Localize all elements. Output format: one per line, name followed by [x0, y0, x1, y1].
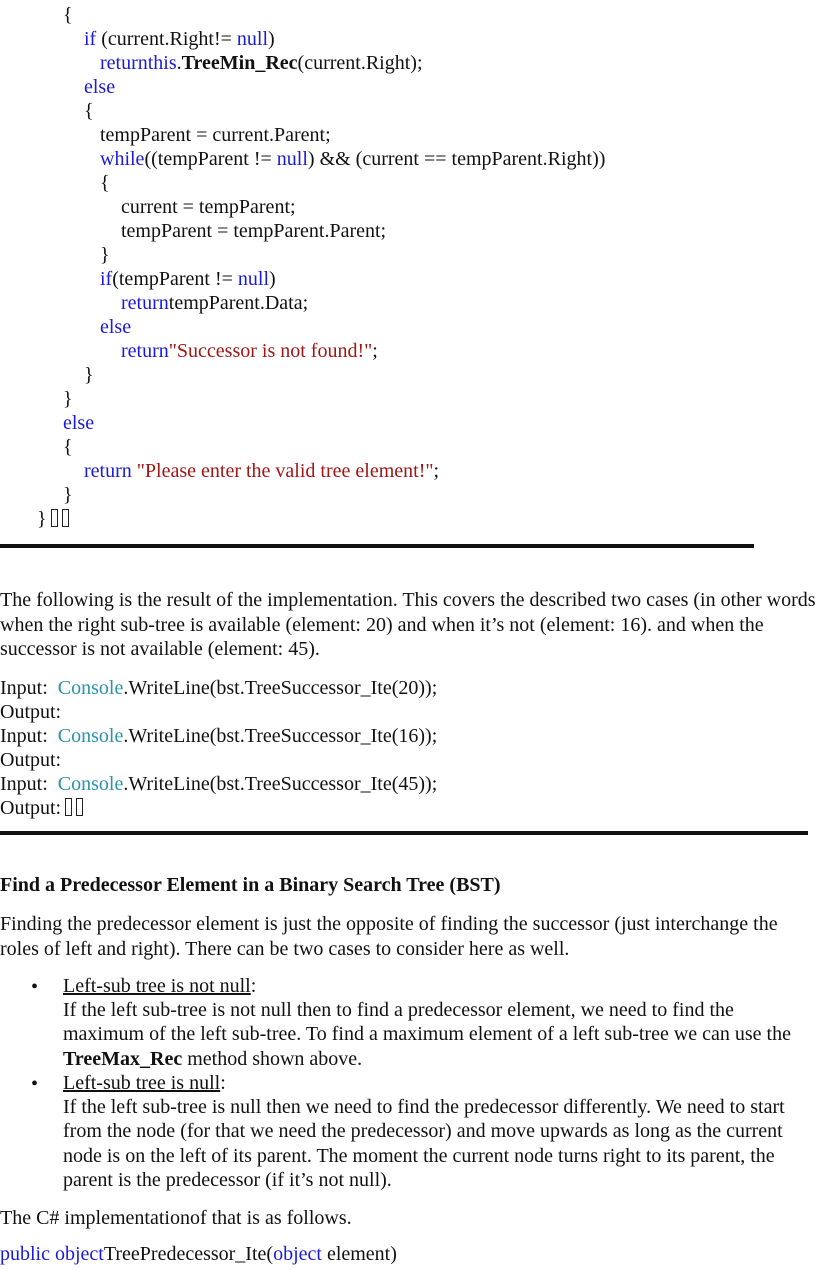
code-line: [121, 339, 378, 363]
code-token: null: [237, 268, 270, 290]
bullet-title-1: Left-sub tree is not null: [63, 975, 251, 997]
io-call: .WriteLine(bst.TreeSuccessor_Ite(20));: [123, 677, 438, 699]
io-label: Input:: [0, 677, 48, 699]
signature-keyword-public-object: public object: [0, 1243, 104, 1265]
spacer: [48, 677, 58, 699]
io-call: .WriteLine(bst.TreeSuccessor_Ite(16));: [123, 725, 438, 747]
io-call: .WriteLine(bst.TreeSuccessor_Ite(45));: [123, 773, 438, 795]
io-label: Output:: [0, 749, 62, 771]
io-input-line: [0, 725, 437, 748]
bullet-title-2: Left-sub tree is null: [63, 1072, 221, 1094]
code-token: }: [63, 388, 73, 410]
code-token: return: [121, 292, 169, 314]
code-line: [121, 219, 386, 243]
code-token: (tempParent !=: [112, 268, 238, 290]
code-token: else: [84, 76, 116, 98]
code-token: TreeMin_Rec: [181, 52, 298, 74]
code-line: [121, 291, 308, 315]
bullet-body-2-text: If the left sub-tree is null then we need to find the predecessor differently. We need to start from the node (for that we need the predecessor) and move upwards as long as the current node is on the left of its parent. The moment the current node turns right to its parent, the parent is the predecessor (if it’s not null).: [63, 1096, 785, 1191]
code-token: ;: [433, 460, 440, 482]
code-token: else: [63, 412, 95, 434]
code-token: null: [276, 148, 308, 170]
bullet-body-1-bold: TreeMax_Rec: [63, 1047, 183, 1070]
missing-glyph-icon: [51, 509, 58, 527]
signature-method-name: TreePredecessor_Ite(: [103, 1243, 274, 1265]
implementation-intro: The C# implementationof that is as follows.: [0, 1207, 352, 1229]
spacer: [48, 725, 58, 747]
spacer: [48, 773, 58, 795]
code-token: while: [100, 148, 145, 170]
code-line: [100, 171, 110, 195]
result-paragraph: The following is the result of the implementation. This covers the described two cases (in other words when the right sub-tree is available (element: 20) and when it’s not (element: 16). and when the successor is not available (element: 45).: [0, 589, 816, 660]
code-token: tempParent.Data;: [168, 292, 309, 314]
code-token: current = tempParent;: [121, 196, 296, 218]
section-heading: Find a Predecessor Element in a Binary Search Tree (BST): [0, 874, 501, 896]
code-token: }: [84, 364, 94, 386]
io-label: Input:: [0, 773, 48, 795]
code-token: return: [121, 340, 169, 362]
code-line: [100, 123, 331, 147]
io-output-line: [0, 701, 61, 724]
io-type-token: Console: [57, 677, 124, 699]
code-token: tempParent = tempParent.Parent;: [121, 220, 387, 242]
code-token: ) && (current == tempParent.Right)): [307, 148, 606, 170]
io-input-line: [0, 773, 437, 796]
bullet-body-1-text: If the left sub-tree is not null then to find a predecessor element, we need to find the maximum of the left sub-tree. To find a maximum element of a left sub-tree we can use the: [63, 999, 791, 1046]
missing-glyph-icon: [62, 509, 69, 527]
colon: :: [220, 1072, 226, 1094]
code-token: .: [176, 52, 182, 74]
bullet-item-2: [63, 1071, 813, 1192]
code-token: if: [84, 28, 97, 50]
signature-keyword-object: object: [273, 1243, 322, 1265]
code-token: ((tempParent !=: [144, 148, 277, 170]
code-line: [84, 75, 115, 99]
signature-rest: element): [321, 1243, 397, 1265]
code-line: [100, 147, 605, 171]
bullet-item-1: [63, 974, 813, 1071]
code-token: return: [84, 460, 137, 482]
code-line: [63, 483, 73, 507]
code-token: (current.Right);: [297, 52, 423, 74]
io-label: Output:: [0, 797, 62, 819]
code-token: ): [268, 28, 275, 50]
bullet-body-1-after: method shown above.: [182, 1047, 363, 1070]
io-type-token: Console: [57, 725, 124, 747]
code-token: "Successor is not found!": [168, 340, 373, 362]
section-intro: Finding the predecessor element is just the opposite of finding the successor (just interchange the roles of left and right). There can be two cases to consider here as well.: [0, 913, 778, 960]
code-line: [100, 51, 423, 75]
code-token: "Please enter the valid tree element!": [136, 460, 434, 482]
method-signature: [0, 1243, 397, 1266]
code-line: [63, 387, 73, 411]
io-output-line: [0, 797, 83, 820]
code-token: {: [63, 436, 73, 458]
bullet-dot-1: •: [31, 976, 39, 998]
code-token: {: [100, 172, 110, 194]
missing-glyph-icon: [65, 798, 72, 816]
code-line: [100, 267, 276, 291]
code-line: [84, 99, 94, 123]
io-input-line: [0, 677, 437, 700]
code-line: [63, 411, 94, 435]
missing-glyph-icon: [76, 798, 83, 816]
code-line: [63, 3, 73, 27]
code-token: null: [236, 28, 269, 50]
io-output-line: [0, 749, 61, 772]
code-token: {: [63, 4, 73, 26]
code-token: }: [37, 508, 47, 530]
code-token: ;: [372, 340, 378, 362]
code-token: returnthis: [100, 52, 177, 74]
io-type-token: Console: [57, 773, 124, 795]
code-token: else: [100, 316, 132, 338]
code-line: [63, 435, 73, 459]
code-line: [84, 459, 439, 483]
code-token: if: [100, 268, 113, 290]
code-line: [100, 243, 110, 267]
horizontal-rule-1: [0, 544, 754, 548]
io-label: Input:: [0, 725, 48, 747]
code-token: tempParent = current.Parent;: [100, 124, 331, 146]
code-line: [37, 507, 69, 531]
code-line: [84, 27, 275, 51]
io-label: Output:: [0, 701, 62, 723]
colon: :: [250, 975, 257, 997]
code-token: }: [63, 484, 73, 506]
code-token: (current.Right!=: [96, 28, 237, 50]
horizontal-rule-2: [0, 831, 808, 835]
bullet-dot-2: •: [31, 1073, 39, 1095]
code-token: {: [84, 100, 94, 122]
code-line: [121, 195, 296, 219]
code-line: [100, 315, 131, 339]
code-token: ): [269, 268, 276, 290]
code-line: [84, 363, 94, 387]
code-token: }: [100, 244, 110, 266]
